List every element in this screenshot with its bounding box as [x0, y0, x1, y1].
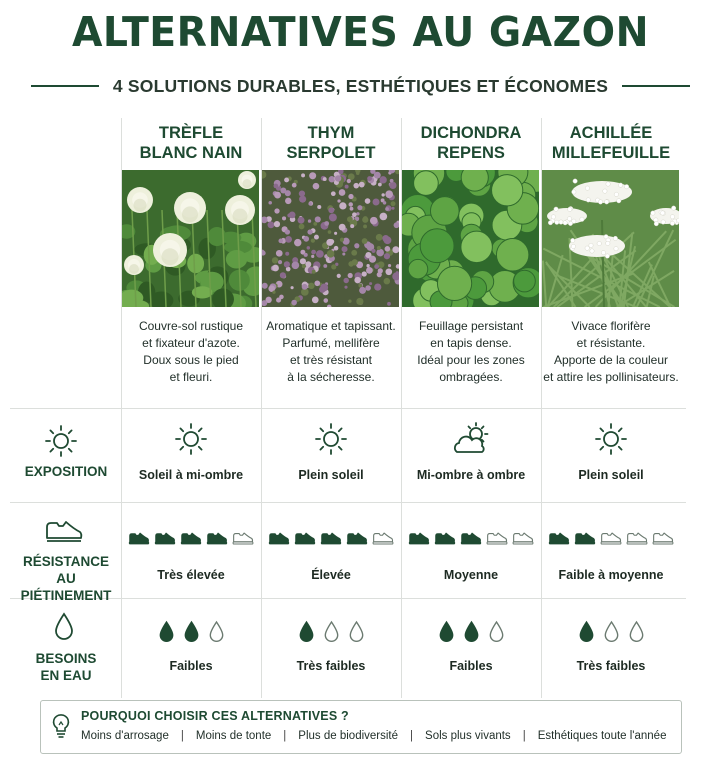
- shoe-outline-icon: [600, 530, 622, 551]
- water-drop-outline-icon: [603, 620, 620, 649]
- separator: |: [180, 730, 184, 742]
- plant-column: [402, 118, 540, 384]
- benefit-item: Moins de tonte: [195, 730, 272, 742]
- water-drop-filled-icon: [158, 620, 175, 649]
- plant-description: Feuillage persistant en tapis dense. Idéal pour les zones ombragées.: [417, 319, 525, 384]
- plant-column: [262, 118, 400, 384]
- resistance-rating: [262, 530, 400, 551]
- water-drop-outline-icon: [208, 620, 225, 649]
- plant-description: Couvre-sol rustique et fixateur d'azote. Doux sous le pied et fleuri.: [138, 319, 244, 384]
- grid-divider: [10, 502, 686, 503]
- resistance-rating: [402, 530, 540, 551]
- separator: |: [410, 730, 414, 742]
- benefit-item: Esthétiques toute l'année: [537, 730, 667, 742]
- exposure-value: Mi-ombre à ombre: [416, 468, 526, 482]
- row-label-resistance: RÉSISTANCE AU PIÉTINEMENT: [20, 554, 112, 603]
- grid-divider: [10, 408, 686, 409]
- plant-name: TRÈFLE BLANC NAIN: [139, 124, 243, 162]
- page-title: ALTERNATIVES AU GAZON: [71, 8, 650, 56]
- water-drop-outline-icon: [488, 620, 505, 649]
- row-label-water: BESOINS EN EAU: [35, 651, 97, 683]
- shoe-filled-icon: [574, 530, 596, 551]
- exposure-value: Soleil à mi-ombre: [138, 468, 244, 482]
- separator: |: [522, 730, 526, 742]
- water-drop-filled-icon: [298, 620, 315, 649]
- row-label-exposition: EXPOSITION: [24, 464, 108, 479]
- resistance-rating: [542, 530, 680, 551]
- plant-name: ACHILLÉE MILLEFEUILLE: [551, 124, 671, 162]
- exposure-value: Plein soleil: [578, 468, 644, 482]
- shoe-filled-icon: [180, 530, 202, 551]
- shoe-icon: [44, 517, 84, 545]
- water-rating: [402, 620, 540, 649]
- subtitle-row: [0, 74, 721, 98]
- shoe-filled-icon: [434, 530, 456, 551]
- sun-cloud-icon: [451, 422, 491, 456]
- sun-icon: [44, 424, 78, 458]
- shoe-filled-icon: [346, 530, 368, 551]
- sun-icon: [171, 422, 211, 456]
- water-drop-filled-icon: [578, 620, 595, 649]
- sun-icon: [311, 422, 351, 456]
- shoe-outline-icon: [512, 530, 534, 551]
- plant-column: [122, 118, 260, 384]
- shoe-filled-icon: [154, 530, 176, 551]
- water-drop-filled-icon: [438, 620, 455, 649]
- shoe-filled-icon: [460, 530, 482, 551]
- shoe-filled-icon: [320, 530, 342, 551]
- water-rating: [122, 620, 260, 649]
- exposure-value: Plein soleil: [298, 468, 364, 482]
- shoe-filled-icon: [548, 530, 570, 551]
- water-rating: [542, 620, 680, 649]
- water-drop-filled-icon: [463, 620, 480, 649]
- resistance-value: Moyenne: [443, 568, 499, 582]
- shoe-filled-icon: [408, 530, 430, 551]
- resistance-rating: [122, 530, 260, 551]
- water-value: Faibles: [449, 659, 493, 673]
- water-drop-outline-icon: [348, 620, 365, 649]
- plant-name: THYM SERPOLET: [286, 124, 376, 162]
- plant-photo: [122, 170, 259, 307]
- shoe-outline-icon: [652, 530, 674, 551]
- plant-description: Aromatique et tapissant. Parfumé, mellifère et très résistant à la sécheresse.: [266, 319, 396, 384]
- shoe-filled-icon: [206, 530, 228, 551]
- benefit-item: Moins d'arrosage: [81, 730, 169, 742]
- shoe-outline-icon: [486, 530, 508, 551]
- page-subtitle: 4 SOLUTIONS DURABLES, ESTHÉTIQUES ET ÉCONOMES: [112, 75, 609, 96]
- water-drop-icon: [53, 612, 75, 642]
- water-value: Très faibles: [576, 659, 646, 673]
- water-drop-outline-icon: [323, 620, 340, 649]
- benefits-list: [81, 730, 666, 742]
- resistance-value: Élevée: [311, 568, 351, 582]
- subtitle-rule-right: [622, 85, 690, 87]
- shoe-outline-icon: [232, 530, 254, 551]
- why-choose-box: [40, 700, 682, 754]
- lightbulb-icon: [51, 713, 71, 739]
- plant-description: Vivace florifère et résistante. Apporte de la couleur et attire les pollinisateurs.: [543, 319, 679, 384]
- resistance-value: Très élevée: [157, 568, 225, 582]
- shoe-outline-icon: [372, 530, 394, 551]
- plant-photo: [402, 170, 539, 307]
- benefit-item: Sols plus vivants: [425, 730, 511, 742]
- plant-column: [542, 118, 680, 384]
- resistance-value: Faible à moyenne: [558, 568, 664, 582]
- shoe-outline-icon: [626, 530, 648, 551]
- plant-photo: [262, 170, 399, 307]
- plant-photo: [542, 170, 679, 307]
- sun-icon: [591, 422, 631, 456]
- plant-name: DICHONDRA REPENS: [420, 124, 522, 162]
- separator: |: [283, 730, 287, 742]
- benefit-item: Plus de biodiversité: [298, 730, 399, 742]
- shoe-filled-icon: [294, 530, 316, 551]
- water-value: Faibles: [169, 659, 213, 673]
- shoe-filled-icon: [128, 530, 150, 551]
- water-rating: [262, 620, 400, 649]
- water-drop-outline-icon: [628, 620, 645, 649]
- water-value: Très faibles: [296, 659, 366, 673]
- subtitle-rule-left: [31, 85, 99, 87]
- water-drop-filled-icon: [183, 620, 200, 649]
- shoe-filled-icon: [268, 530, 290, 551]
- why-choose-title: POURQUOI CHOISIR CES ALTERNATIVES ?: [81, 709, 349, 723]
